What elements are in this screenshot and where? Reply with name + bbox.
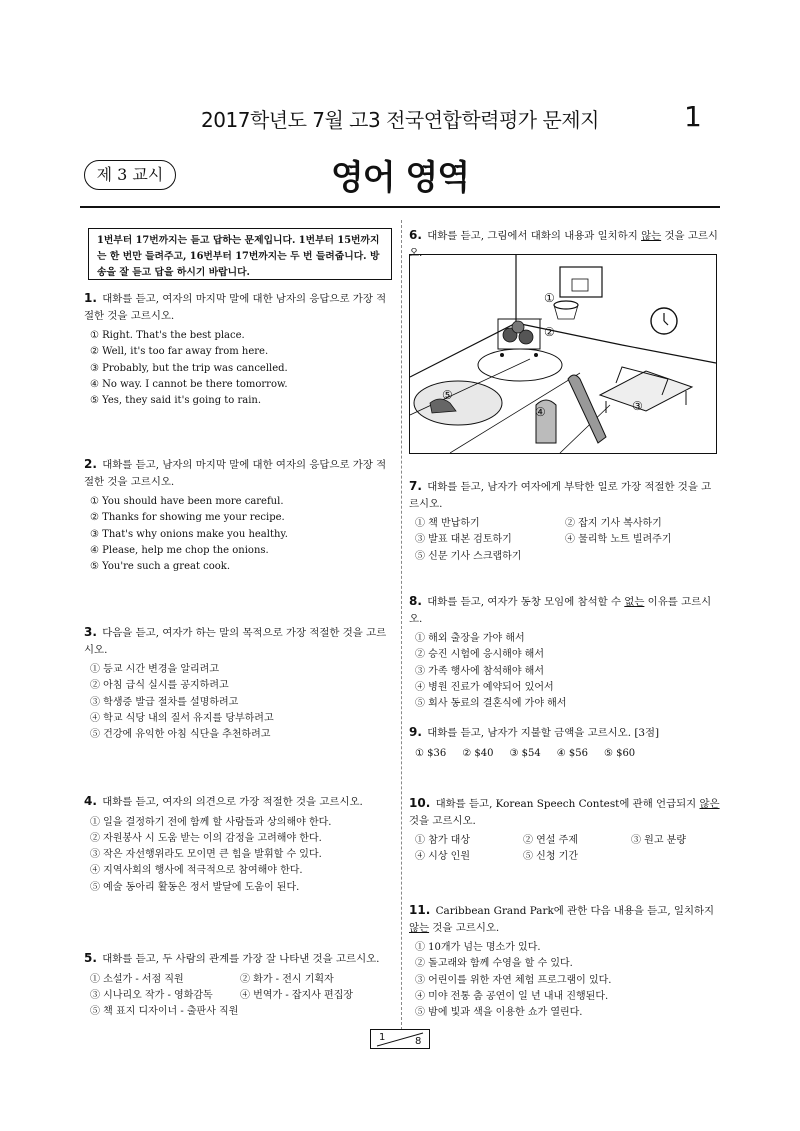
choice-1[interactable]: ① Right. That's the best place. [90,330,245,341]
question-10 [409,795,721,866]
gym-scene [410,255,716,453]
choice-1[interactable]: ① You should have been more careful. [90,496,284,507]
question-4 [84,793,394,896]
choice-3[interactable]: ③ 시나리오 작가 - 영화감독 [90,989,213,1001]
choice-1[interactable]: ① 등교 시간 변경을 알리려고 [90,664,219,675]
question-number: 8. [409,594,422,608]
choice-list [415,940,721,1021]
choice-2[interactable]: ② 승진 시험에 응시해야 해서 [415,649,544,661]
choice-list [415,746,721,762]
question-number: 3. [84,625,97,639]
choice-4[interactable]: ④ 지역사회의 행사에 적극적으로 참여해야 한다. [90,865,303,877]
choice-3[interactable]: ③ That's why onions make you healthy. [90,528,288,540]
question-1-prompt [84,290,394,324]
choice-2[interactable]: ② Well, it's too far away from here. [90,346,269,358]
choice-list [90,815,394,896]
header-rule [80,206,720,208]
underlined-word: 없는 [624,596,645,608]
choice-1[interactable]: ① 일을 결정하기 전에 함께 할 사람들과 상의해야 한다. [90,816,332,828]
choice-4[interactable]: ④ No way. I cannot be there tomorrow. [90,378,288,390]
question-11-prompt [409,902,721,936]
question-number: 2. [84,457,97,471]
question-9-prompt [409,724,721,742]
question-text: 대화를 듣고, 남자의 마지막 말에 대한 여자의 응답으로 가장 적절한 것을 고르시오. [84,459,387,488]
choice-4[interactable]: ④ 학교 식당 내의 질서 유지를 당부하려고 [90,712,274,724]
choice-3[interactable]: ③ 어린이를 위한 자연 체험 프로그램이 있다. [415,974,612,986]
question-text: 대화를 듣고, 남자가 지불할 금액을 고르시오. [3점] [427,727,660,739]
underlined-word: 않은 [699,798,720,810]
question-9 [409,724,721,762]
question-8-prompt [409,593,721,627]
backboard [560,267,602,297]
question-8 [409,593,721,712]
choice-3[interactable]: ③ 원고 분량 [631,835,686,846]
hoop [554,301,578,309]
choice-list [90,494,394,575]
choice-2[interactable]: ② 돌고래와 함께 수영을 할 수 있다. [415,958,573,970]
choice-4[interactable]: ④ 미야 전통 춤 공연이 일 년 내내 진행된다. [415,990,609,1002]
period-badge: 제 3 교시 [84,160,176,190]
exam-title: 2017학년도 7월 고3 전국연합학력평가 문제지 [201,108,599,132]
choice-3[interactable]: ③ 가족 행사에 참석해야 해서 [415,665,544,677]
question-1 [84,290,394,409]
underlined-word: 않는 [641,230,662,242]
question-number: 6. [409,228,422,242]
choice-list [415,631,721,712]
choice-3[interactable]: ③ 발표 대본 검토하기 [415,534,512,546]
question-text: 대화를 듣고, 여자가 동창 모임에 참석할 수 [427,596,625,608]
question-number: 5. [84,951,97,965]
choice-2[interactable]: ② 잡지 기사 복사하기 [565,518,662,529]
question-5 [84,950,394,1020]
choice-2[interactable]: ② 연설 주제 [523,835,578,846]
choice-5[interactable]: ⑤ You're such a great cook. [90,561,231,573]
question-text: Caribbean Grand Park에 관한 다음 내용을 듣고, 일치하지 [435,905,715,917]
question-10-prompt [409,795,721,829]
question-number: 10. [409,796,431,810]
choice-4[interactable]: ④ $56 [556,747,588,759]
choice-3[interactable]: ③ 학생증 발급 절차를 설명하려고 [90,696,239,708]
choice-2[interactable]: ② 화가 - 전시 기획자 [240,973,334,985]
choice-5[interactable]: ⑤ 신청 기간 [523,851,578,863]
question-text-end: 것을 고르시오. [409,814,476,827]
question-7-prompt [409,478,721,512]
question-4-prompt [84,793,394,811]
choice-1[interactable]: ① 소설가 - 서점 직원 [90,973,184,985]
choice-list [90,328,394,409]
choice-list [90,662,394,743]
choice-1[interactable]: ① 해외 출장을 가야 해서 [415,633,525,644]
page-number: 1 [684,100,702,133]
question-2-prompt [84,456,394,490]
question-number: 11. [409,903,431,917]
question-text: 다음을 듣고, 여자가 하는 말의 목적으로 가장 적절한 것을 고르시오. [84,627,387,656]
choice-2[interactable]: ② 아침 급식 실시를 공지하려고 [90,680,229,692]
choice-5[interactable]: ⑤ Yes, they said it's going to rain. [90,395,262,407]
choice-5[interactable]: ⑤ $60 [603,747,636,759]
choice-5[interactable]: ⑤ 책 표지 디자이너 - 출판사 직원 [90,1006,239,1018]
choice-list [415,833,721,866]
choice-list [90,972,394,1021]
current-page: 1 [379,1032,386,1043]
choice-4[interactable]: ④ 물리학 노트 빌려주기 [565,534,672,546]
slide [568,375,606,443]
choice-1[interactable]: ① 10개가 넘는 명소가 있다. [415,942,541,953]
question-text: 대화를 듣고, 그림에서 대화의 내용과 일치하지 [427,230,642,242]
question-7 [409,478,721,565]
underlined-word: 않는 [409,921,430,934]
question-5-prompt [84,950,394,968]
choice-4[interactable]: ④ 병원 진료가 예약되어 있어서 [415,681,554,693]
question-number: 7. [409,479,422,493]
question-text: 대화를 듣고, 여자의 의견으로 가장 적절한 것을 고르시오. [102,796,363,808]
choice-3[interactable]: ③ 작은 자선행위라도 모이면 큰 힘을 발휘할 수 있다. [90,849,322,861]
question-2 [84,456,394,575]
page-indicator [370,1029,430,1049]
choice-list [415,516,721,565]
choice-2[interactable]: ② Thanks for showing me your recipe. [90,512,285,524]
question-text: 대화를 듣고, 여자의 마지막 말에 대한 남자의 응답으로 가장 적절한 것을 고르시오. [84,293,387,322]
choice-3[interactable]: ③ Probably, but the trip was cancelled. [90,362,288,374]
subject-title: 영어 영역 [330,158,470,198]
question-text: 대화를 듣고, 두 사람의 관계를 가장 잘 나타낸 것을 고르시오. [102,953,380,965]
question-3 [84,624,394,743]
choice-3[interactable]: ③ $54 [509,747,541,759]
total-pages: 8 [415,1036,422,1047]
label-1: ① [544,291,555,305]
question-text-end: 것을 고르시오. [429,921,500,934]
choice-5[interactable]: ⑤ 건강에 유익한 아침 식단을 추천하려고 [90,729,271,741]
label-2: ② [544,325,555,339]
choice-1[interactable]: ① 참가 대상 [415,835,470,846]
label-4: ④ [535,405,546,419]
choice-2[interactable]: ② $40 [462,747,494,759]
choice-1[interactable]: ① 책 반납하기 [415,518,480,529]
question-number: 1. [84,291,97,305]
question-text: 대화를 듣고, Korean Speech Contest에 관해 언급되지 [435,798,700,810]
question-11 [409,902,721,1021]
question-text-end: 것을 고르시오. [409,230,718,259]
question-number: 4. [84,794,97,808]
choice-4[interactable]: ④ 시상 인원 [415,851,470,863]
choice-4[interactable]: ④ Please, help me chop the onions. [90,544,269,556]
question-number: 9. [409,725,422,739]
listening-notice: 1번부터 17번까지는 듣고 답하는 문제입니다. 1번부터 15번까지는 한 번만 들려주고, 16번부터 17번까지는 두 번 들려줍니다. 방송을 잘 듣고 답을 하시기 바랍니다. [88,228,392,280]
choice-4[interactable]: ④ 번역가 - 잡지사 편집장 [240,989,354,1001]
label-5: ⑤ [442,388,453,402]
choice-1[interactable]: ① $36 [415,747,447,759]
gym-illustration [409,254,717,454]
choice-5[interactable]: ⑤ 신문 기사 스크랩하기 [415,550,522,562]
choice-5[interactable]: ⑤ 예술 동아리 활동은 정서 발달에 도움이 된다. [90,881,300,893]
bench [600,371,692,411]
choice-5[interactable]: ⑤ 밤에 빛과 색을 이용한 쇼가 열린다. [415,1007,583,1019]
label-3: ③ [632,399,643,413]
question-3-prompt [84,624,394,658]
column-divider [401,220,402,1030]
question-text: 대화를 듣고, 남자가 여자에게 부탁한 일로 가장 적절한 것을 고르시오. [409,481,712,510]
question-text-end: 이유를 고르시오. [409,596,712,625]
choice-5[interactable]: ⑤ 회사 동료의 결혼식에 가야 해서 [415,698,567,710]
choice-2[interactable]: ② 자원봉사 시 도움 받는 이의 감정을 고려해야 한다. [90,832,322,844]
